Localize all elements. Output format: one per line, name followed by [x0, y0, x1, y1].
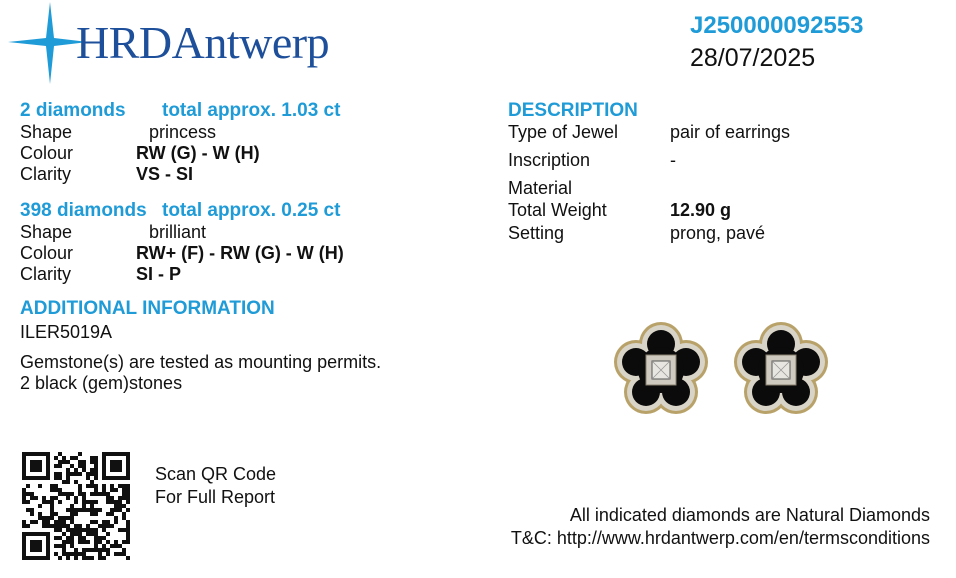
qr-code[interactable] [22, 452, 130, 560]
group-1-clarity-label: Clarity [20, 164, 72, 184]
group-1-colour-label: Colour [20, 143, 74, 163]
natural-diamonds-note: All indicated diamonds are Natural Diamonds [569, 505, 930, 525]
total-weight-value: 12.90 g [670, 200, 732, 220]
group-2-count: 398 diamonds [20, 200, 147, 221]
description-heading: DESCRIPTION [508, 100, 638, 121]
additional-line-1: Gemstone(s) are tested as mounting permits. [20, 352, 382, 372]
group-1-shape-value: princess [149, 122, 217, 142]
total-weight-label: Total Weight [508, 200, 607, 220]
description-section [508, 100, 928, 244]
qr-caption-line-2: For Full Report [155, 487, 276, 507]
group-1-colour-value: RW (G) - W (H) [136, 143, 260, 163]
additional-heading: ADDITIONAL INFORMATION [20, 298, 275, 319]
additional-info [20, 298, 480, 394]
additional-line-2: 2 black (gem)stones [20, 373, 183, 393]
inscription-label: Inscription [508, 150, 591, 170]
group-2-shape-value: brilliant [149, 222, 207, 242]
qr-caption-line-1: Scan QR Code [155, 464, 277, 484]
group-1-count: 2 diamonds [20, 100, 126, 121]
diamond-group-2 [20, 200, 460, 285]
group-2-clarity-label: Clarity [20, 264, 72, 284]
additional-code: ILER5019A [20, 322, 113, 342]
setting-label: Setting [508, 223, 565, 243]
material-label: Material [508, 178, 573, 198]
earrings-photo [606, 318, 836, 422]
report-date: 28/07/2025 [690, 44, 816, 72]
inscription-value: - [670, 150, 676, 170]
logo [8, 2, 368, 84]
group-1-total: total approx. 1.03 ct [162, 100, 341, 121]
group-2-shape-label: Shape [20, 222, 73, 242]
type-of-jewel-value: pair of earrings [670, 122, 791, 142]
terms-link[interactable]: T&C: http://www.hrdantwerp.com/en/termsconditions [510, 528, 930, 548]
logo-text: HRDAntwerp [76, 17, 330, 68]
group-1-clarity-value: VS - SI [136, 164, 194, 184]
group-2-total: total approx. 0.25 ct [162, 200, 341, 221]
setting-value: prong, pavé [670, 223, 766, 243]
qr-caption [155, 464, 276, 508]
group-2-colour-value: RW+ (F) - RW (G) - W (H) [136, 243, 344, 263]
type-of-jewel-label: Type of Jewel [508, 122, 619, 142]
report-number: J250000092553 [690, 12, 864, 39]
group-2-colour-label: Colour [20, 243, 74, 263]
group-1-shape-label: Shape [20, 122, 73, 142]
group-2-clarity-value: SI - P [136, 264, 182, 284]
diamond-group-1 [20, 100, 460, 185]
